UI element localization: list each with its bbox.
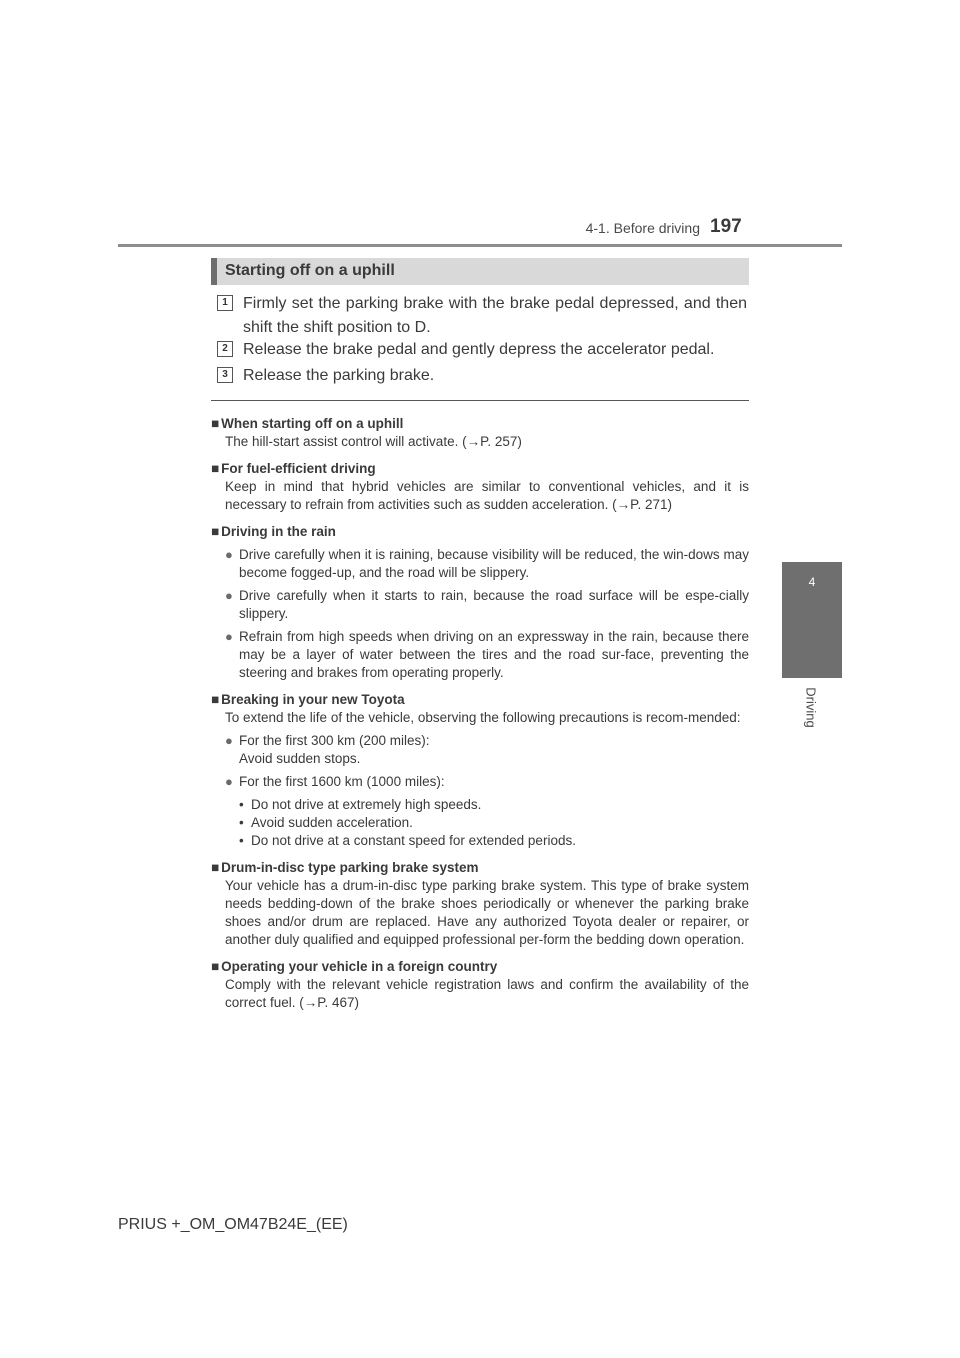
notes-section: [211, 406, 749, 1012]
step-text: Firmly set the parking brake with the brake pedal depressed, and then shift the shift position to D.: [243, 295, 747, 336]
sub-list: [239, 796, 749, 850]
sub-list-item: • Do not drive at extremely high speeds.: [239, 796, 749, 814]
chapter-name: Driving: [803, 687, 819, 728]
circle-bullet-icon: ●: [225, 629, 233, 644]
note-heading: ■ Breaking in your new Toyota: [211, 692, 405, 707]
header-divider: [118, 244, 842, 247]
square-bullet-icon: ■: [211, 524, 220, 539]
sub-list-item: • Do not drive at a constant speed for extended periods.: [239, 832, 749, 850]
list-item: ● Drive carefully when it starts to rain, because the road surface will be espe-cially slippery.: [225, 588, 749, 621]
chapter-label-container: [781, 678, 841, 738]
section-divider: [211, 400, 749, 401]
step-text: Release the parking brake.: [243, 367, 435, 384]
note-heading: ■ Driving in the rain: [211, 524, 336, 539]
square-bullet-icon: ■: [211, 416, 220, 431]
note-body: Comply with the relevant vehicle registration laws and confirm the availability of the correct fuel. (→P. 467): [225, 977, 749, 1010]
step-text: Release the brake pedal and gently depress the accelerator pedal.: [243, 341, 715, 358]
step-number-box: 2: [217, 341, 233, 357]
square-bullet-icon: ■: [211, 692, 220, 707]
circle-bullet-icon: ●: [225, 588, 233, 603]
section-title: Starting off on a uphill: [225, 262, 395, 279]
list-item: ● For the first 300 km (200 miles): Avoid sudden stops.: [225, 733, 430, 766]
list-item: ● Drive carefully when it is raining, because visibility will be reduced, the win-dows may become fogged-up, and the road will be slippery.: [225, 547, 749, 580]
square-bullet-icon: ■: [211, 860, 220, 875]
step-number-box: 3: [217, 367, 233, 383]
note-heading: ■ When starting off on a uphill: [211, 416, 404, 431]
chapter-tab: [782, 562, 842, 678]
note-body: Your vehicle has a drum-in-disc type parking brake system. This type of brake system needs bedding-down of the brake shoes periodically or whenever the parking brake shoes and/or drum are replaced. Have any authorized Toyota dealer or repairer, or another duly qualified and equipped professional per-form the bedding down operation.: [225, 878, 749, 947]
page-number: 197: [710, 216, 742, 237]
chapter-number: 4: [808, 575, 816, 589]
list-item: ● For the first 1600 km (1000 miles):: [225, 774, 445, 789]
header-section-title: 4-1. Before driving: [585, 220, 700, 236]
section-title-bar: [211, 258, 749, 285]
footer-doc-id: PRIUS +_OM_OM47B24E_(EE): [118, 1216, 348, 1233]
step-2: [217, 338, 747, 362]
square-bullet-icon: ■: [211, 959, 220, 974]
note-heading: ■ Operating your vehicle in a foreign country: [211, 959, 498, 974]
circle-bullet-icon: ●: [225, 774, 233, 789]
step-number-box: 1: [217, 295, 233, 311]
circle-bullet-icon: ●: [225, 733, 233, 748]
note-body: The hill-start assist control will activate. (→P. 257): [225, 434, 522, 449]
step-1: [217, 292, 747, 340]
sub-list-item: • Avoid sudden acceleration.: [239, 814, 749, 832]
note-body: Keep in mind that hybrid vehicles are similar to conventional vehicles, and it is necessary to refrain from activities such as sudden acceleration. (→P. 271): [225, 479, 749, 512]
note-body: To extend the life of the vehicle, observing the following precautions is recom-mended:: [225, 710, 741, 725]
note-heading: ■ Drum-in-disc type parking brake system: [211, 860, 479, 875]
list-item: ● Refrain from high speeds when driving on an expressway in the rain, because there may be a layer of water between the tires and the road sur-face, preventing the steering and brakes from operating properly.: [225, 629, 749, 680]
circle-bullet-icon: ●: [225, 547, 233, 562]
step-3: [217, 364, 747, 388]
note-heading: ■ For fuel-efficient driving: [211, 461, 376, 476]
square-bullet-icon: ■: [211, 461, 220, 476]
